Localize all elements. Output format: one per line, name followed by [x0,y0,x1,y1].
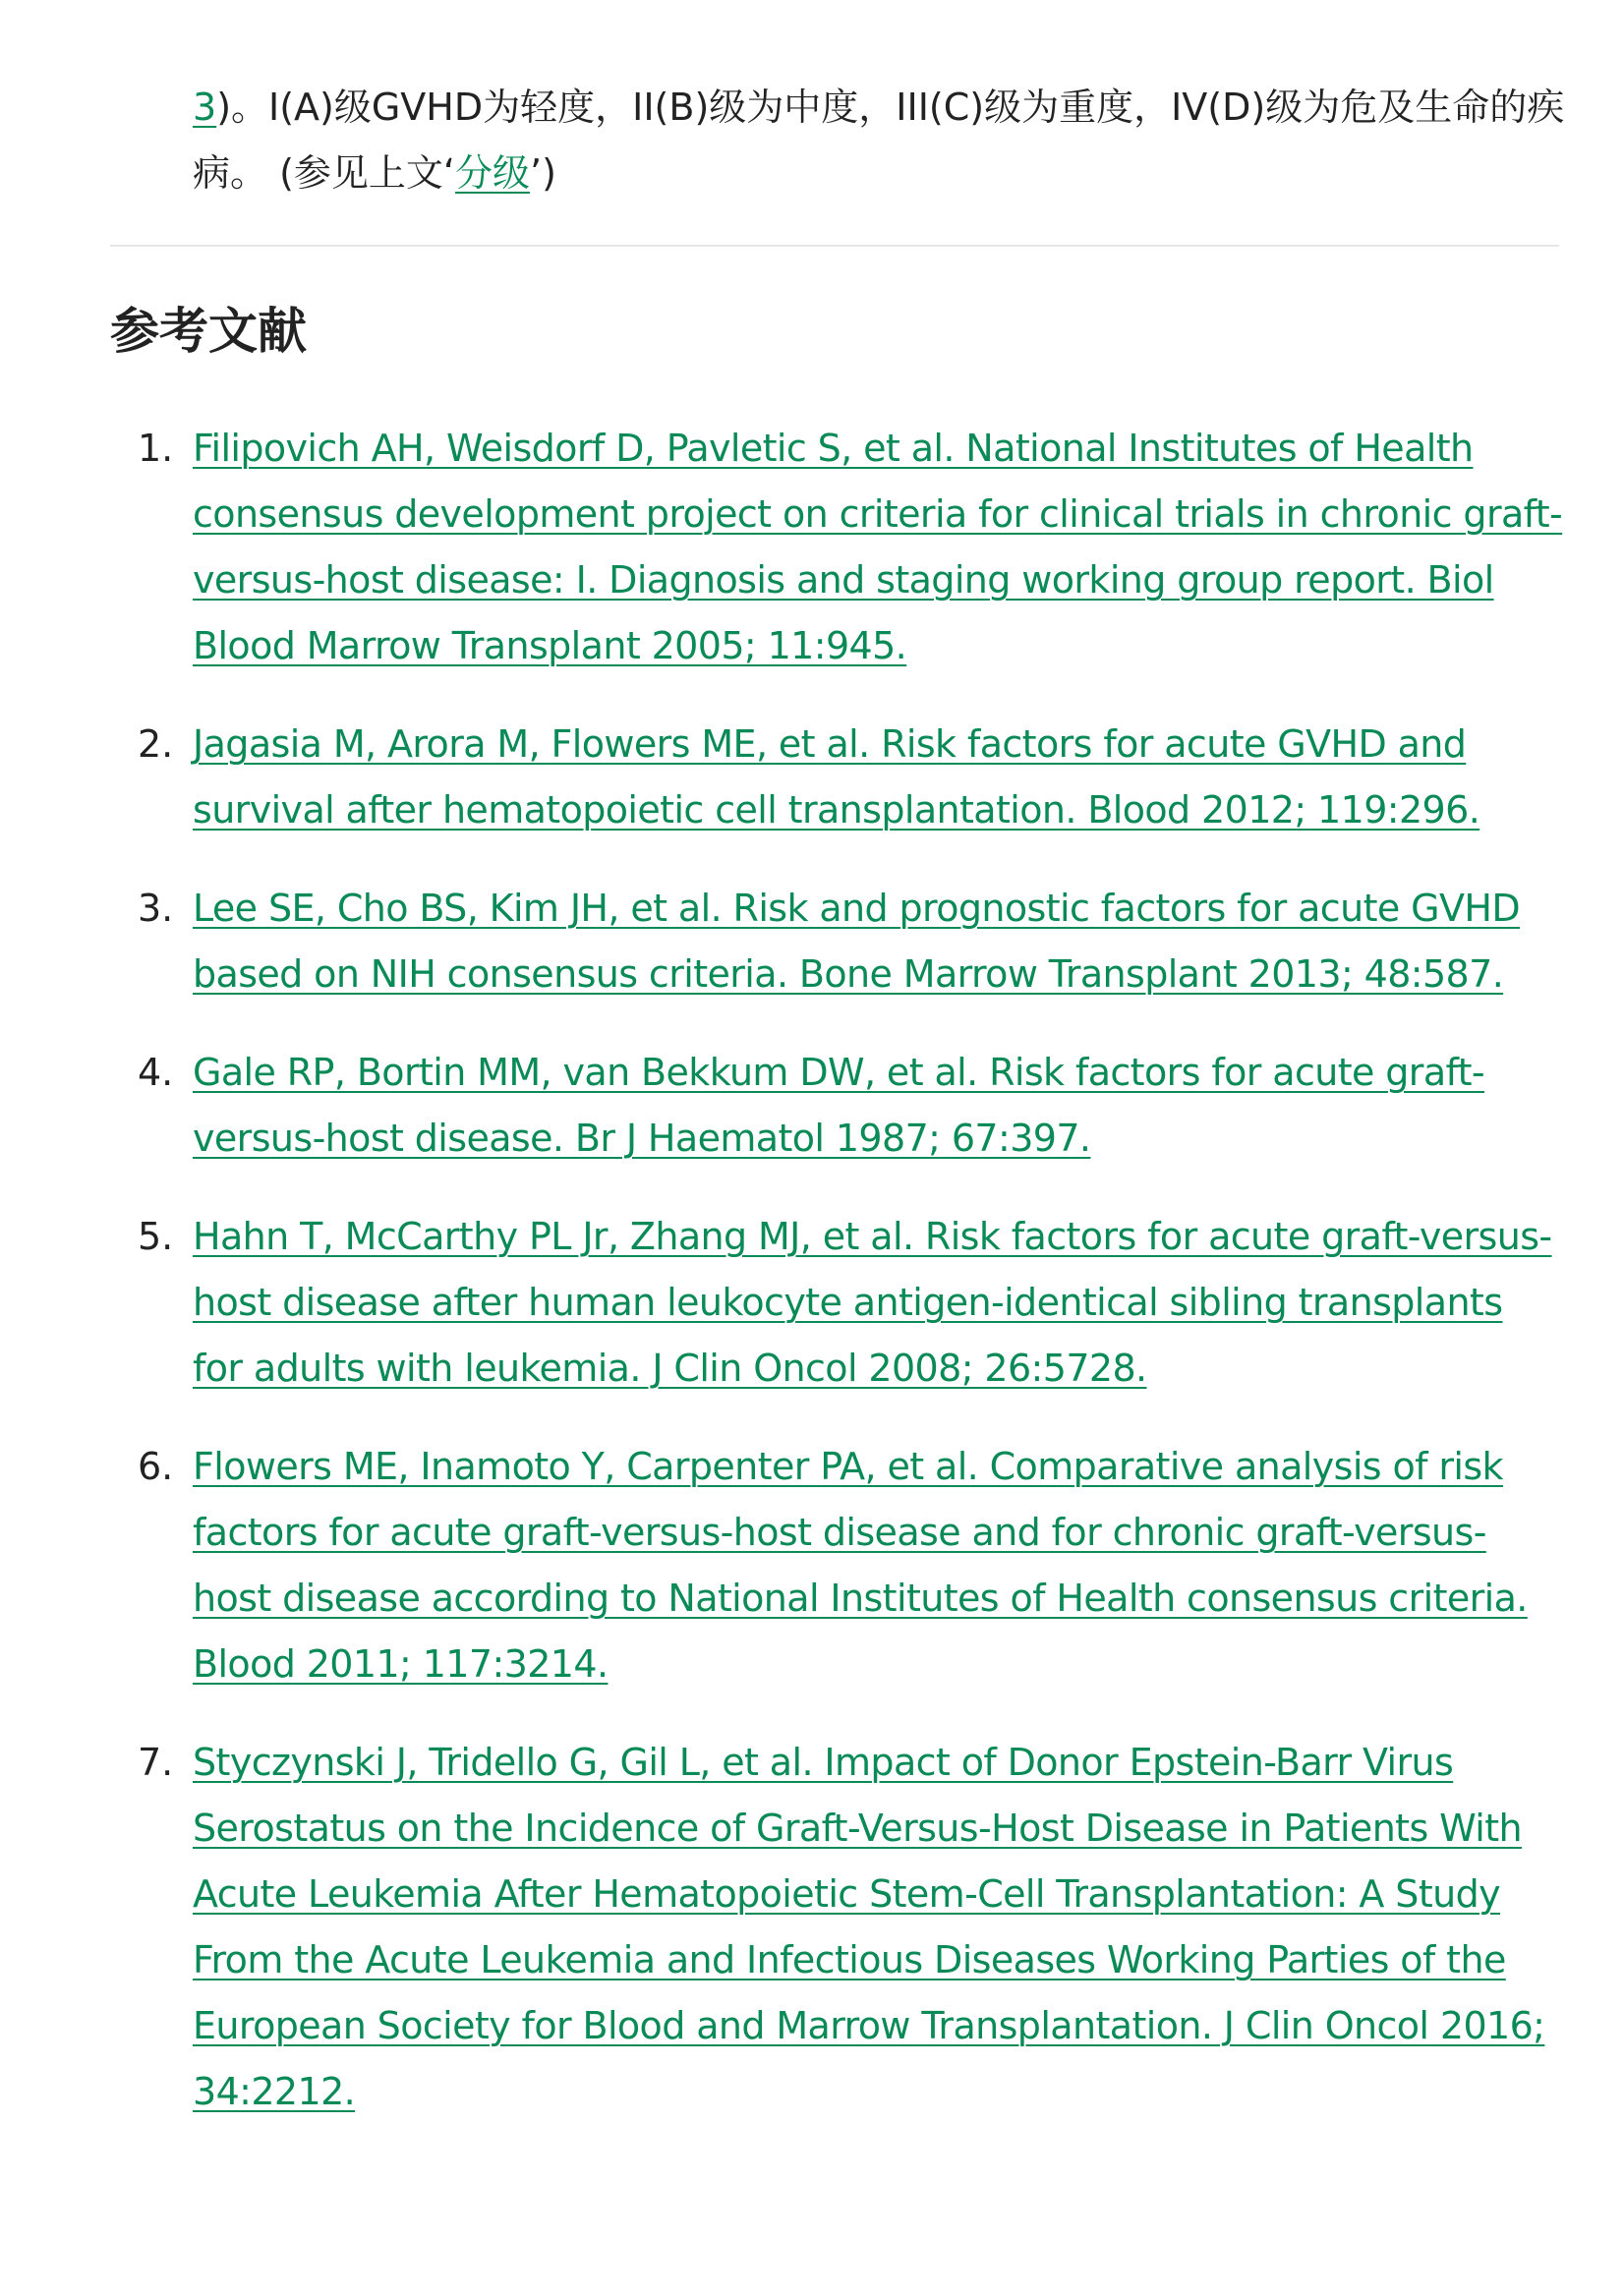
grading-section-link[interactable]: 分级 [455,151,531,195]
reference-number: 7. [138,1741,174,1784]
reference-link[interactable]: Hahn T, McCarthy PL Jr, Zhang MJ, et al. Risk factors for acute graft-versus-host disease after human leukocyte antigen-identical sibling transplants for adults with leukemia. J Clin Oncol 2008; 26:5728. [193,1215,1552,1390]
reference-number: 1. [138,427,174,470]
reference-link[interactable]: Flowers ME, Inamoto Y, Carpenter PA, et al. Comparative analysis of risk factors for acute graft-versus-host disease and for chronic graft-versus-host disease according to National Institutes of Health consensus criteria. Blood 2011; 117:3214. [193,1445,1528,1686]
quote-open: ‘ [442,151,455,195]
reference-number: 4. [138,1051,174,1094]
reference-link[interactable]: Filipovich AH, Weisdorf D, Pavletic S, et al. National Institutes of Health consensus development project on criteria for clinical trials in chronic graft-versus-host disease: I. Diagnosis and staging working group report. Biol Blood Marrow Transplant 2005; 11:945. [193,427,1563,667]
section-divider [110,245,1559,247]
reference-number: 3. [138,887,174,930]
reference-link[interactable]: Styczynski J, Tridello G, Gil L, et al. Impact of Donor Epstein-Barr Virus Serostatus on the Incidence of Graft-Versus-Host Disease in Patients With Acute Leukemia After Hematopoietic Stem-Cell Transplantation: A Study From the Acute Leukemia and Infectious Diseases Working Parties of the European Society for Blood and Marrow Transplantation. J Clin Oncol 2016; 34:2212. [193,1741,1545,2113]
references-list [110,416,1563,2157]
reference-item [110,1434,1563,1697]
reference-item [110,416,1563,679]
reference-link[interactable]: Jagasia M, Arora M, Flowers ME, et al. Risk factors for acute GVHD and survival after hematopoietic cell transplantation. Blood 2012; 119:296. [193,722,1480,832]
reference-number: 2. [138,722,174,766]
reference-number: 6. [138,1445,174,1488]
reference-link[interactable]: Lee SE, Cho BS, Kim JH, et al. Risk and prognostic factors for acute GVHD based on NIH consensus criteria. Bone Marrow Transplant 2013; 48:587. [193,887,1521,996]
reference-number: 5. [138,1215,174,1258]
reference-link[interactable]: Gale RP, Bortin MM, van Bekkum DW, et al. Risk factors for acute graft-versus-host disease. Br J Haematol 1987; 67:397. [193,1051,1485,1160]
reference-item [110,1040,1563,1172]
intro-paragraph [193,75,1569,206]
reference-item [110,712,1563,843]
reference-item [110,1730,1563,2125]
intro-text: )。I(A)级GVHD为轻度，II(B)级为中度，III(C)级为重度，IV(D)级为危及生命的疾病。 (参见上文 [193,86,1565,195]
quote-close: ’) [530,151,556,195]
references-heading: 参考文献 [110,303,307,360]
reference-item [110,1204,1563,1402]
reference-item [110,876,1563,1007]
reference-link-3[interactable]: 3 [193,86,217,129]
